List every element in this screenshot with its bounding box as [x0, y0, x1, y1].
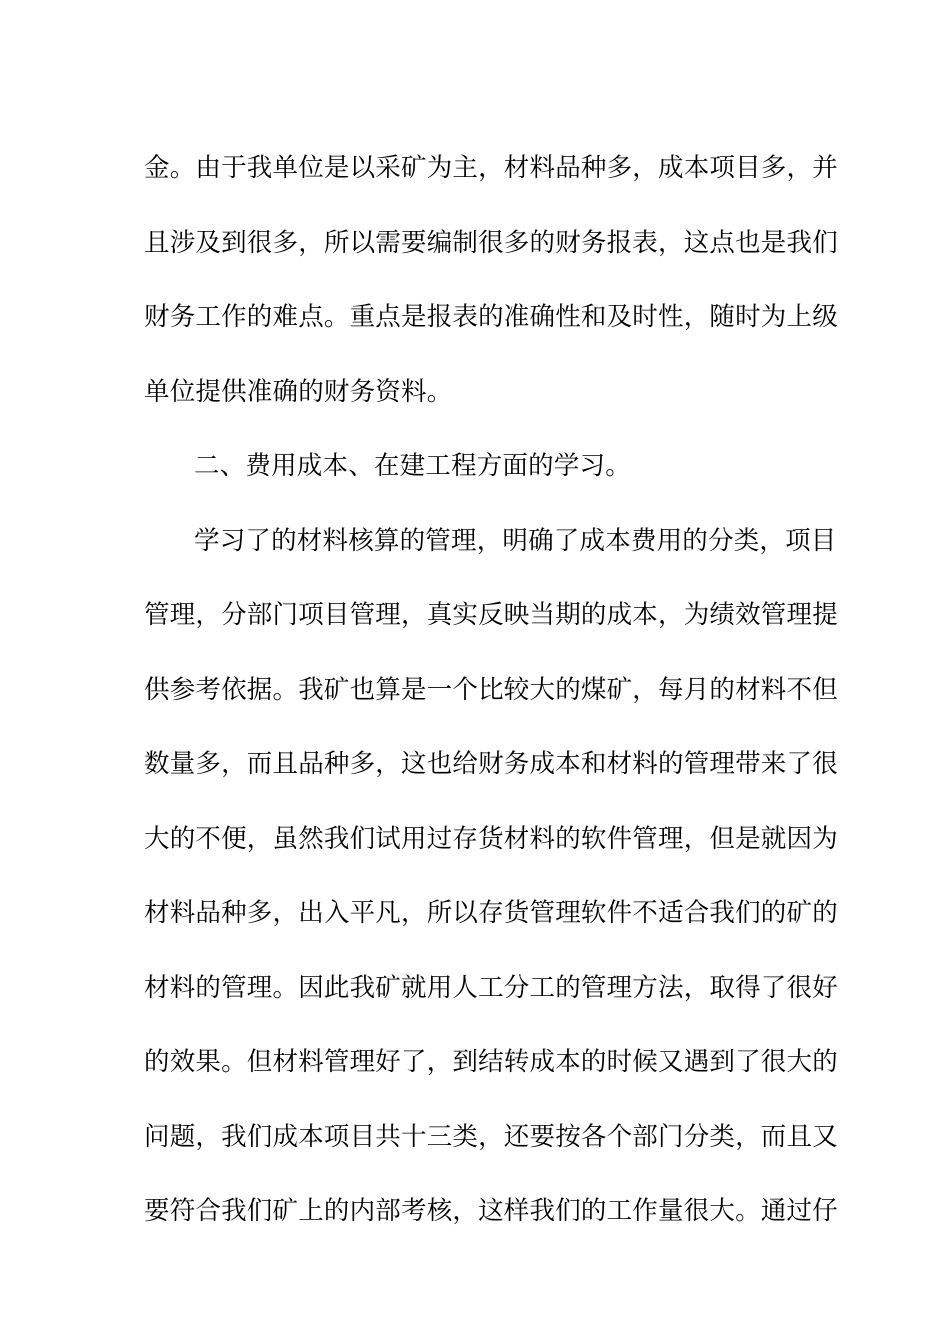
text-line: 数量多，而且品种多，这也给财务成本和材料的管理带来了很: [144, 749, 838, 779]
text-line: 问题，我们成本项目共十三类，还要按各个部门分类，而且又: [144, 1121, 838, 1152]
text-line: 大的不便，虽然我们试用过存货材料的软件管理，但是就因为: [144, 823, 838, 854]
text-line: 且涉及到很多，所以需要编制很多的财务报表，这点也是我们: [144, 227, 838, 258]
text-line: 财务工作的难点。重点是报表的准确性和及时性，随时为上级: [144, 302, 838, 332]
body-text: [144, 131, 838, 1249]
text-line: 金。由于我单位是以采矿为主，材料品种多，成本项目多，并: [144, 153, 838, 183]
text-line: 学习了的材料核算的管理，明确了成本费用的分类，项目: [194, 525, 837, 556]
text-line: 单位提供准确的财务资料。: [144, 376, 453, 407]
text-line: 材料品种多，出入平凡，所以存货管理软件不适合我们的矿的: [144, 898, 838, 928]
section-heading: 二、费用成本、在建工程方面的学习。: [194, 451, 631, 481]
text-line: 供参考依据。我矿也算是一个比较大的煤矿，每月的材料不但: [144, 674, 838, 705]
text-line: 管理，分部门项目管理，真实反映当期的成本，为绩效管理提: [144, 600, 838, 630]
text-line: 的效果。但材料管理好了，到结转成本的时候又遇到了很大的: [144, 1047, 838, 1077]
text-line: 要符合我们矿上的内部考核，这样我们的工作量很大。通过仔: [144, 1196, 838, 1226]
text-line: 材料的管理。因此我矿就用人工分工的管理方法，取得了很好: [144, 972, 838, 1003]
